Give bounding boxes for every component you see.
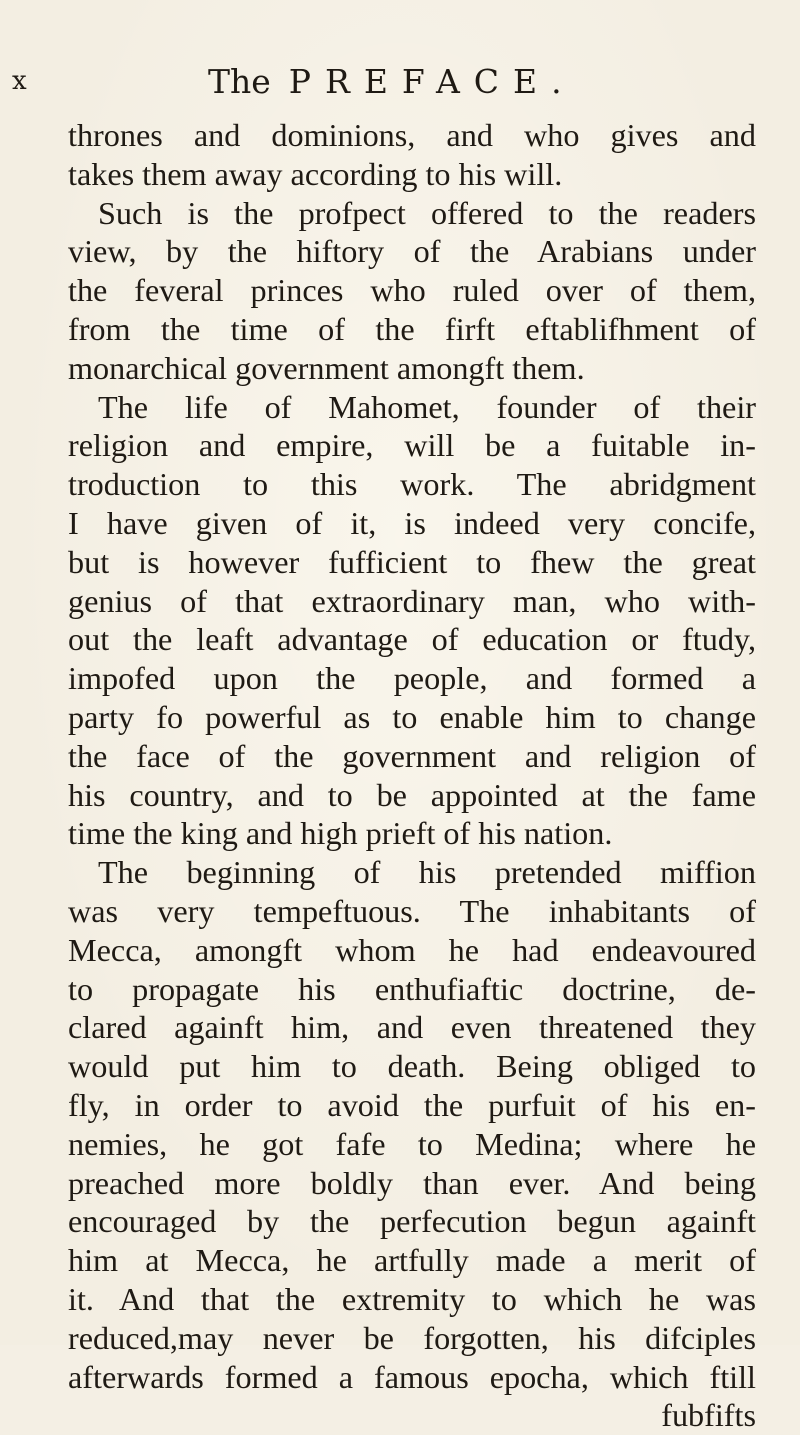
page-number: x xyxy=(12,66,28,96)
text-line: The life of Mahomet, founder of their xyxy=(98,388,756,425)
text-line: reduced,may never be forgotten, his difciples xyxy=(68,1319,756,1356)
running-head-title: PREFACE. xyxy=(288,62,576,101)
text-line: the face of the government and religion of xyxy=(68,737,756,774)
running-head-the: The xyxy=(208,62,271,101)
text-line: to propagate his enthufiaftic doctrine, de- xyxy=(68,970,756,1007)
text-line: clared againft him, and even threatened they xyxy=(68,1009,756,1046)
text-line: him at Mecca, he artfully made a merit of xyxy=(68,1242,756,1279)
text-line: the feveral princes who ruled over of them, xyxy=(68,272,756,309)
body-text xyxy=(68,116,756,1435)
text-line: I have given of it, is indeed very concife, xyxy=(68,504,756,541)
text-line: would put him to death. Being obliged to xyxy=(68,1048,756,1085)
text-line: preached more boldly than ever. And being xyxy=(68,1164,756,1201)
text-line: religion and empire, will be a fuitable in- xyxy=(68,427,756,464)
text-line: view, by the hiftory of the Arabians under xyxy=(68,233,756,270)
text-line: encouraged by the perfecution begun againft xyxy=(68,1203,756,1240)
catchword: fubfifts xyxy=(661,1397,756,1434)
text-line: monarchical government amongft them. xyxy=(68,349,585,386)
text-line: nemies, he got fafe to Medina; where he xyxy=(68,1125,756,1162)
text-line: impofed upon the people, and formed a xyxy=(68,660,756,697)
text-line: out the leaft advantage of education or ftudy, xyxy=(68,621,756,658)
text-line: time the king and high prieft of his nation. xyxy=(68,815,613,852)
text-line: it. And that the extremity to which he was xyxy=(68,1280,756,1317)
text-line: from the time of the firft eftablifhment of xyxy=(68,310,756,347)
text-line: takes them away according to his will. xyxy=(68,155,563,192)
text-line: afterwards formed a famous epocha, which ftill xyxy=(68,1358,756,1395)
text-line: but is however fufficient to fhew the great xyxy=(68,543,756,580)
text-line: thrones and dominions, and who gives and xyxy=(68,117,756,153)
text-line: troduction to this work. The abridgment xyxy=(68,466,756,503)
running-head xyxy=(208,62,576,101)
text-line: fly, in order to avoid the purfuit of his en- xyxy=(68,1086,756,1123)
text-line: party fo powerful as to enable him to change xyxy=(68,698,756,735)
text-line: Such is the profpect offered to the readers xyxy=(98,194,756,231)
text-line: The beginning of his pretended miffion xyxy=(98,854,756,891)
text-line: was very tempeftuous. The inhabitants of xyxy=(68,892,756,929)
text-line: genius of that extraordinary man, who with- xyxy=(68,582,756,619)
text-line: his country, and to be appointed at the fame xyxy=(68,776,756,813)
text-line: Mecca, amongft whom he had endeavoured xyxy=(68,931,756,968)
